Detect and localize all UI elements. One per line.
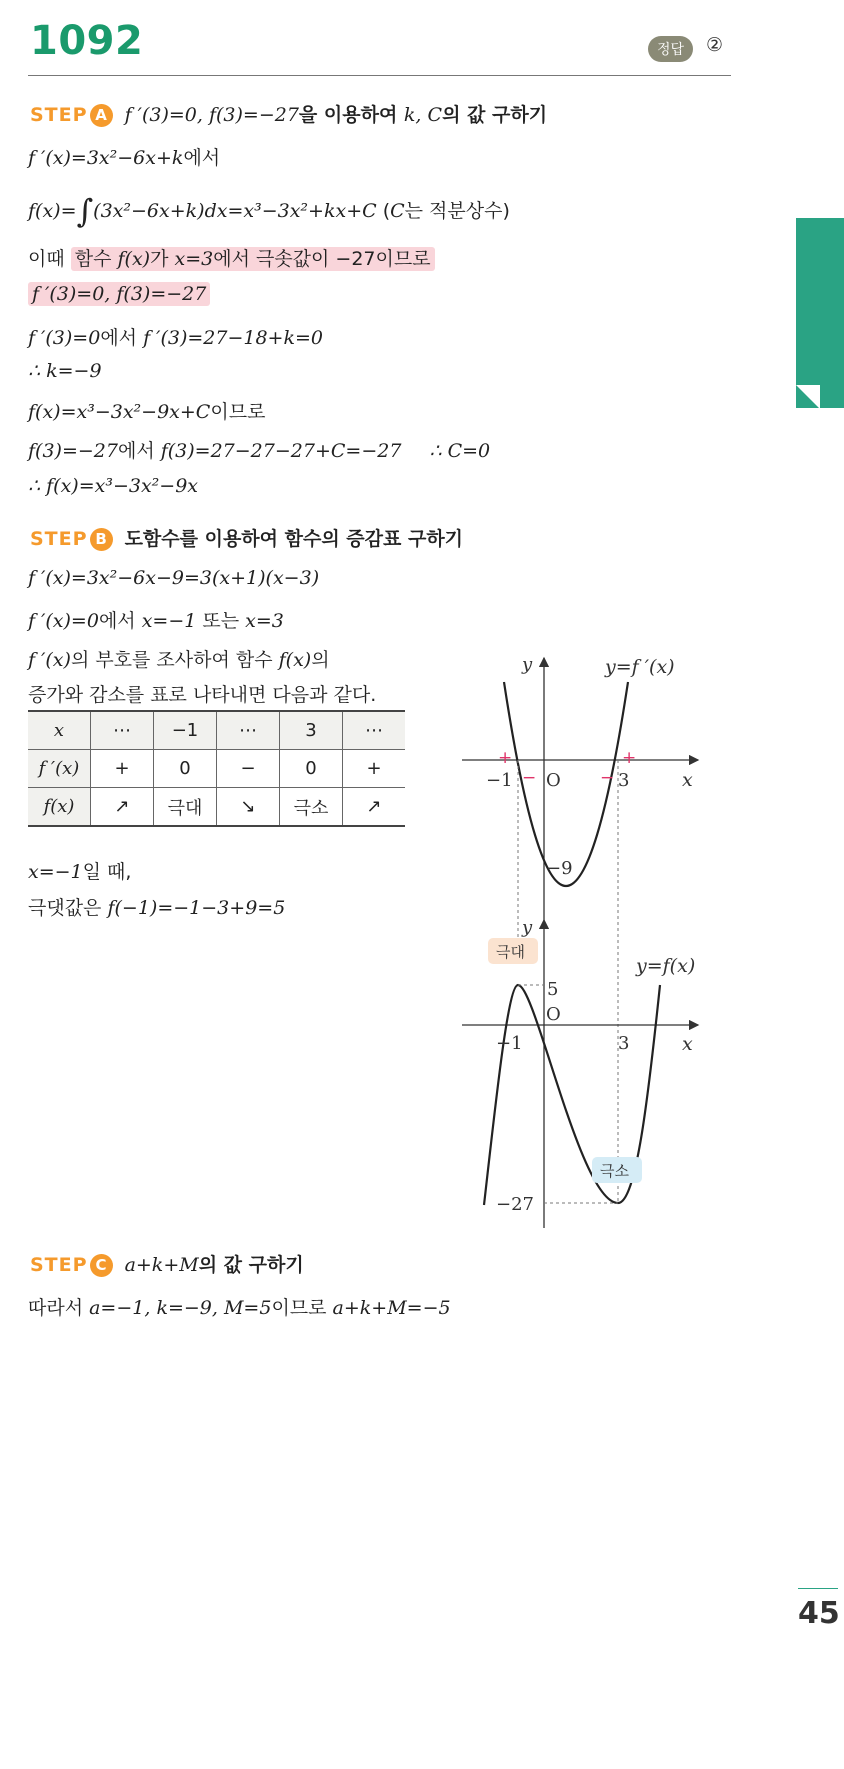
text: 일 때, — [82, 861, 132, 883]
answer-badge: 정답 — [648, 36, 693, 62]
max-tag: 극대 — [496, 943, 525, 961]
formula: f ′(x) — [28, 649, 71, 671]
step-title-text: 을 이용하여 — [298, 104, 404, 126]
text: 함수 — [74, 248, 118, 270]
graph2-y-label: y — [522, 917, 533, 938]
formula: ∴ k=−9 — [28, 360, 102, 382]
formula: f ′(3)=0 — [28, 327, 101, 349]
step-title-math: f ′(3)=0, f(3)=−27 — [124, 104, 299, 126]
table-cell: ⋯ — [217, 711, 280, 750]
step-letter-b: B — [90, 528, 113, 551]
table-cell: ↗ — [91, 788, 154, 827]
formula: f(x)= — [28, 200, 77, 222]
formula: f ′(3)=27−18+k=0 — [143, 327, 323, 349]
table-cell: x — [28, 711, 91, 750]
c-line — [28, 1293, 451, 1320]
table-cell: ⋯ — [91, 711, 154, 750]
table-cell: 0 — [280, 750, 343, 788]
formula: x=3 — [245, 610, 284, 632]
step-letter-c: C — [90, 1254, 113, 1277]
table-cell: + — [343, 750, 406, 788]
step-title-text: 도함수를 이용하여 함수의 증감표 구하기 — [124, 528, 464, 550]
graph1-plus-right: + — [622, 748, 637, 768]
text: 에서 극솟값이 −27이므로 — [213, 248, 431, 270]
formula: f(−1)=−1−3+9=5 — [107, 897, 286, 919]
formula: (3x²−6x+k)dx=x³−3x²+kx+C — [93, 200, 377, 222]
text: 에서 — [183, 147, 221, 169]
step-title-text: 의 값 구하기 — [198, 1254, 304, 1276]
table-cell: ↗ — [343, 788, 406, 827]
text: 에서 — [100, 327, 144, 349]
highlighted-formula: f ′(3)=0, f(3)=−27 — [28, 282, 210, 306]
formula: f(x) — [278, 649, 312, 671]
graph2-origin: O — [546, 1004, 561, 1025]
text: 의 — [311, 649, 330, 671]
problem-number: 1092 — [30, 18, 144, 64]
formula: f(x) — [117, 248, 151, 270]
step-word: STEP — [30, 1254, 88, 1276]
integral-sign: ∫ — [76, 192, 94, 230]
table-cell: 극대 — [154, 788, 217, 827]
text: 이므로 — [210, 401, 266, 423]
table-cell: ⋯ — [343, 711, 406, 750]
step-title-math: a+k+M — [124, 1254, 199, 1276]
formula: a+k+M=−5 — [332, 1297, 451, 1319]
step-title-math: k, C — [403, 104, 443, 126]
table-cell: ↘ — [217, 788, 280, 827]
formula: x=3 — [174, 248, 214, 270]
step-c-heading — [30, 1250, 304, 1277]
formula: C — [390, 200, 405, 222]
step-letter-a: A — [90, 104, 113, 127]
formula: a=−1, k=−9, M=5 — [89, 1297, 272, 1319]
formula: f(x)=x³−3x²−9x+C — [28, 401, 211, 423]
min-tag: 극소 — [600, 1162, 629, 1180]
formula: ∴ f(x)=x³−3x²−9x — [28, 475, 199, 497]
formula: f(3)=−27 — [28, 440, 118, 462]
graph2-tick-5: 5 — [547, 979, 559, 1000]
text: 에서 — [98, 610, 142, 632]
formula: ∴ C=0 — [429, 440, 491, 462]
text: 이므로 — [271, 1297, 333, 1319]
graph1-tick-3: 3 — [618, 770, 630, 791]
table-cell: − — [217, 750, 280, 788]
graph2-tick-neg27: −27 — [496, 1194, 534, 1215]
graph1-x-label: x — [682, 769, 693, 791]
graph1-origin: O — [546, 770, 561, 791]
step-title-text: 의 값 구하기 — [442, 104, 548, 126]
table-cell: 0 — [154, 750, 217, 788]
formula: x=−1 — [28, 861, 83, 883]
text: ( — [376, 200, 391, 222]
side-tab — [796, 218, 844, 408]
graph1-y-label: y — [522, 654, 533, 675]
table-cell: f(x) — [28, 788, 91, 827]
text: 의 부호를 조사하여 함수 — [70, 649, 279, 671]
text: 에서 — [117, 440, 161, 462]
formula: x=−1 — [141, 610, 197, 632]
table-cell: 극소 — [280, 788, 343, 827]
graph1-minus-right: − — [600, 768, 615, 788]
graph2-curve-label: y=f(x) — [636, 955, 696, 977]
graph1-tick-neg1: −1 — [486, 770, 513, 791]
side-tab-notch — [796, 385, 820, 409]
formula: f ′(x)=3x²−6x+k — [28, 147, 184, 169]
table-cell: 3 — [280, 711, 343, 750]
page-number-rule — [798, 1588, 838, 1589]
graph1-minus-left: − — [522, 768, 537, 788]
text: 증가와 감소를 표로 나타내면 다음과 같다. — [28, 684, 377, 706]
step-word: STEP — [30, 528, 88, 550]
graph2-x-label: x — [682, 1033, 693, 1055]
table-cell: + — [91, 750, 154, 788]
formula: f ′(x)=0 — [28, 610, 99, 632]
text: 따라서 — [28, 1297, 90, 1319]
graph2-tick-3: 3 — [618, 1033, 630, 1054]
graph1-plus-left: + — [498, 748, 513, 768]
table-cell: −1 — [154, 711, 217, 750]
text: 극댓값은 — [28, 897, 108, 919]
graph1-curve-label: y=f ′(x) — [605, 656, 675, 678]
text: 또는 — [196, 610, 246, 632]
table-cell: f ′(x) — [28, 750, 91, 788]
answer-value: ② — [706, 34, 724, 56]
step-word: STEP — [30, 104, 88, 126]
text: 이때 — [28, 248, 71, 270]
formula: f ′(x)=3x²−6x−9=3(x+1)(x−3) — [28, 567, 320, 589]
graph1-tick-neg9: −9 — [546, 858, 573, 879]
graph2-tick-neg1: −1 — [496, 1033, 523, 1054]
page-number: 45 — [798, 1596, 840, 1631]
text: 가 — [150, 248, 175, 270]
text: 는 적분상수) — [404, 200, 510, 222]
formula: f(3)=27−27−27+C=−27 — [160, 440, 402, 462]
